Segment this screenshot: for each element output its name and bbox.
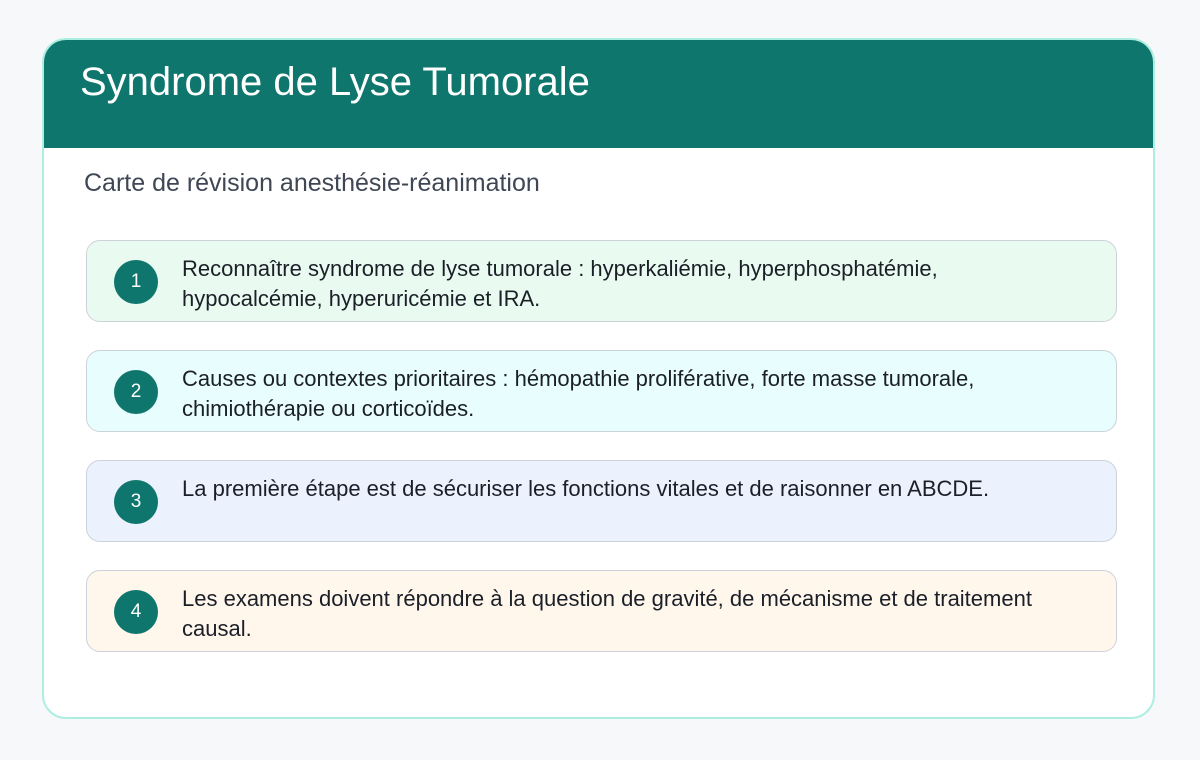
key-point-text: Les examens doivent répondre à la question de gravité, de mécanisme et de traitement causal. xyxy=(182,586,1032,641)
step-number-badge: 1 xyxy=(114,260,158,304)
card-title: Syndrome de Lyse Tumorale xyxy=(80,60,590,104)
key-point-3 xyxy=(86,460,1117,542)
key-point-4 xyxy=(86,570,1117,652)
step-number-badge: 2 xyxy=(114,370,158,414)
card-header xyxy=(44,40,1153,148)
key-point-2 xyxy=(86,350,1117,432)
revision-card xyxy=(42,38,1155,719)
key-point-text: Reconnaître syndrome de lyse tumorale : hyperkaliémie, hyperphosphatémie, hypocalcémie, hyperuricémie et IRA. xyxy=(182,256,938,311)
key-point-text: Causes ou contextes prioritaires : hémopathie proliférative, forte masse tumorale, chimiothérapie ou corticoïdes. xyxy=(182,366,975,421)
key-point-1 xyxy=(86,240,1117,322)
step-number-badge: 4 xyxy=(114,590,158,634)
card-subtitle: Carte de révision anesthésie-réanimation xyxy=(84,169,540,197)
key-point-text: La première étape est de sécuriser les fonctions vitales et de raisonner en ABCDE. xyxy=(182,476,990,501)
step-number-badge: 3 xyxy=(114,480,158,524)
key-points-list xyxy=(86,240,1117,680)
